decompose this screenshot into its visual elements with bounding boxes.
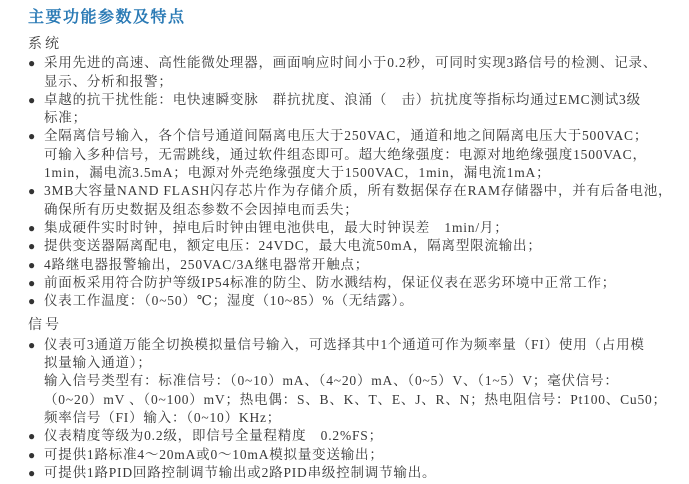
section-heading-system: 系统 [28, 37, 62, 52]
feature-text: 3MB大容量NAND FLASH闪存芯片作为存储介质，所有数据保存在RAM存储器中，并有后备电池， [44, 183, 673, 199]
feature-line [28, 237, 677, 255]
bullet-icon: ● [28, 220, 36, 235]
feature-text: 可提供1路PID回路控制调节输出或2路PID串级控制调节输出。 [44, 464, 437, 480]
bullet-icon: ● [28, 92, 36, 107]
section-heading-signal: 信号 [28, 318, 62, 334]
feature-item [28, 219, 677, 237]
feature-line [28, 182, 677, 200]
feature-line [28, 219, 677, 237]
feature-line [28, 336, 677, 354]
feature-item [28, 464, 677, 482]
feature-line [28, 91, 677, 109]
feature-text: 前面板采用符合防护等级IP54标准的防尘、防水溅结构，保证仪表在恶劣环境中正常工作； [44, 274, 617, 290]
feature-text: 仪表精度等级为0.2级，即信号全量程精度 0.2%FS； [44, 428, 383, 444]
bullet-icon: ● [28, 239, 36, 254]
feature-text: 提供变送器隔离配电，额定电压：24VDC，最大电流50mA，隔离型限流输出； [44, 238, 542, 254]
feature-item [28, 237, 677, 255]
feature-line: 输入信号类型有：标准信号：（0~10）mA、（4~20）mA、（0~5）V、（1~5）V；毫伏信号： [44, 373, 619, 389]
feature-line: 拟量输入通道）； [44, 355, 152, 371]
feature-item [28, 182, 677, 219]
feature-item [28, 274, 677, 292]
bullet-icon: ● [28, 429, 36, 444]
feature-item [28, 127, 677, 182]
bullet-icon: ● [28, 337, 36, 352]
section-system [28, 36, 677, 310]
feature-line [28, 292, 677, 310]
feature-line: 1min，漏电流3.5mA；电源对外壳绝缘强度大于1500VAC，1min，漏电流1mA； [44, 165, 551, 181]
feature-line: 确保所有历史数据及组态参数不会因掉电而丢失； [44, 201, 359, 217]
feature-text: 4路继电器报警输出，250VAC/3A继电器常开触点； [44, 256, 370, 272]
feature-line [28, 274, 677, 292]
bullet-icon: ● [28, 184, 36, 199]
bullet-icon: ● [28, 294, 36, 309]
bullet-icon: ● [28, 129, 36, 144]
feature-text: 全隔离信号输入，各个信号通道间隔离电压大于250VAC，通道和地之间隔离电压大于500VAC； [44, 128, 649, 144]
feature-item [28, 292, 677, 310]
feature-text: 集成硬件实时时钟，掉电后时钟由锂电池供电，最大时钟误差 1min/月； [44, 219, 509, 235]
feature-text: 仪表工作温度：（0~50）℃；湿度（10~85）%（无结露）。 [44, 293, 414, 309]
feature-line: 可输入多种信号，无需跳线，通过软件组态即可。超大绝缘强度：电源对地绝缘强度1500VAC， [44, 146, 647, 162]
feature-item [28, 336, 677, 427]
bullet-icon: ● [28, 465, 36, 480]
feature-line: 标准； [44, 110, 87, 126]
feature-item [28, 54, 677, 91]
feature-line [28, 256, 677, 274]
bullet-icon: ● [28, 56, 36, 71]
feature-line [28, 54, 677, 72]
feature-line [28, 464, 677, 482]
feature-line: 频率信号（FI）输入：（0~10）KHz； [44, 409, 282, 425]
feature-item [28, 427, 677, 445]
feature-text: 卓越的抗干扰性能：电快速瞬变脉 群抗扰度、浪涌（ 击）抗扰度等指标均通过EMC测试3级 [44, 91, 641, 107]
feature-item [28, 256, 677, 274]
feature-text: 可提供1路标准4～20mA或0～10mA模拟量变送输出； [44, 446, 384, 462]
feature-text: 采用先进的高速、高性能微处理器，画面响应时间小于0.2秒，可同时实现3路信号的检测、记录、 [44, 55, 658, 71]
feature-line: （0~20）mV 、（0~100）mV；热电偶：S、B、K、T、E、J、R、N；热电阻信号：Pt100、Cu50； [44, 391, 667, 407]
feature-line [28, 127, 677, 145]
feature-text: 仪表可3通道万能全切换模拟量信号输入，可选择其中1个通道可作为频率量（FI）使用（占用模 [44, 336, 645, 352]
feature-line [28, 427, 677, 445]
feature-line [28, 446, 677, 464]
section-signal [28, 317, 677, 482]
bullet-icon: ● [28, 257, 36, 272]
bullet-icon: ● [28, 447, 36, 462]
page-title: 主要功能参数及特点 [28, 7, 186, 26]
feature-item [28, 446, 677, 464]
bullet-icon: ● [28, 275, 36, 290]
feature-line: 显示、分析和报警； [44, 73, 173, 89]
feature-item [28, 91, 677, 128]
